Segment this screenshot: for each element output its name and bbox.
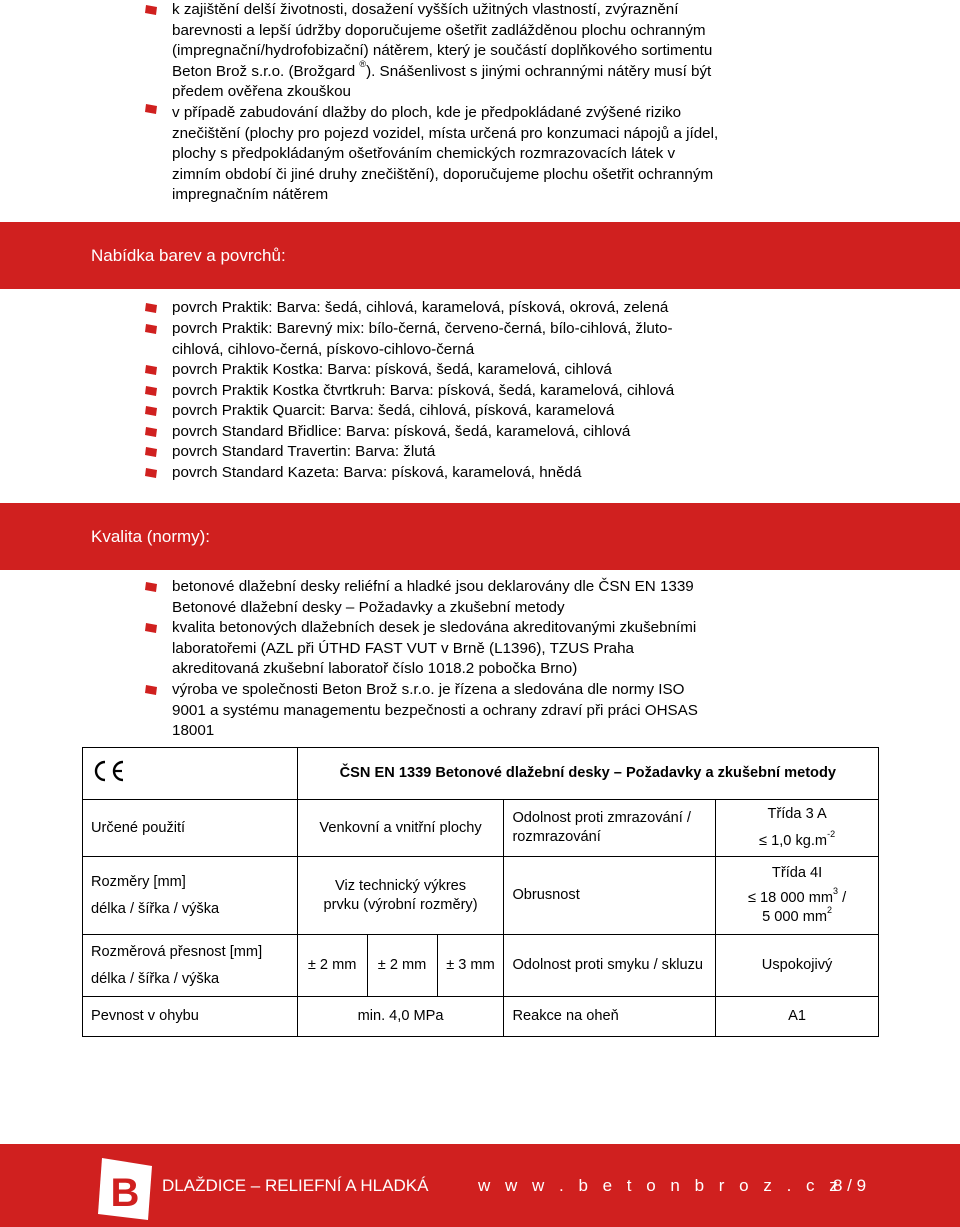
heading-text: Nabídka barev a povrchů:	[91, 246, 286, 265]
logo-letter: B	[110, 1171, 140, 1215]
list-item	[172, 360, 812, 381]
value-text	[724, 905, 870, 927]
text-line: délka / šířka / výška	[91, 970, 220, 987]
text-line: kvalita betonových dlažebních desek je sledována akreditovanými zkušebními	[172, 619, 697, 636]
text-line: barevnosti a lepší údržby doporučujeme ošetřit zadlážděnou plochu ochranným	[172, 21, 706, 39]
table-cell: Obrusnost	[504, 857, 716, 935]
table-cell: Viz technický výkres prvku (výrobní rozměry)	[297, 857, 504, 935]
superscript: 2	[827, 905, 833, 916]
table-cell: min. 4,0 MPa	[297, 997, 504, 1037]
value-text	[724, 829, 870, 851]
bullet-icon	[145, 446, 158, 458]
text-line: povrch Praktik: Barva: šedá, cihlová, karamelová, písková, okrová, zelená	[172, 299, 669, 316]
text-fragment: Beton Brož s.r.o. (Brožgard	[172, 62, 356, 80]
table-cell: ± 3 mm	[437, 935, 504, 997]
text-line: k zajištění delší životnosti, dosažení vyšších užitných vlastností, zvýraznění	[172, 1, 679, 18]
list-item	[172, 319, 812, 360]
ce-mark-icon	[91, 759, 125, 783]
text-line: délka / šířka / výška	[91, 900, 220, 917]
table-cell	[83, 857, 298, 935]
bullet-icon	[145, 467, 158, 479]
intro-paragraph-2	[172, 103, 812, 206]
section-heading-quality	[0, 503, 960, 570]
bullet-icon	[145, 426, 158, 438]
bullet-icon	[145, 364, 158, 376]
registered-mark: ®	[359, 59, 367, 70]
table-cell: Odolnost proti zmrazování / rozmrazování	[504, 800, 716, 857]
bullet-icon	[145, 684, 158, 696]
text-line: akreditovaná zkušební laboratoř číslo 1018.2 pobočka Brno)	[172, 660, 578, 677]
table-cell	[716, 857, 879, 935]
text-line: předem ověřena zkouškou	[172, 83, 351, 100]
text-line: povrch Standard Kazeta: Barva: písková, karamelová, hnědá	[172, 464, 582, 481]
table-cell: ± 2 mm	[297, 935, 367, 997]
table-cell: Uspokojivý	[716, 935, 879, 997]
specification-table	[82, 747, 879, 1037]
text-fragment: ≤ 18 000 mm	[747, 890, 834, 906]
text-line: výroba ve společnosti Beton Brož s.r.o. je řízena a sledována dle normy ISO	[172, 681, 685, 698]
bullet-icon	[145, 323, 158, 335]
text-fragment: ). Snášenlivost s jinými ochrannými nátěry musí být	[366, 62, 712, 80]
table-cell: Určené použití	[83, 800, 298, 857]
text-line: laboratořemi (AZL při ÚTHD FAST VUT v Brně (L1396), TZUS Praha	[172, 639, 634, 657]
list-item	[172, 401, 812, 422]
text-line: plochy s předpokládaným ošetřováním chemických rozmrazovacích látek v	[172, 145, 676, 162]
table-row	[83, 857, 879, 935]
footer-title: DLAŽDICE – RELIEFNÍ A HLADKÁ	[162, 1176, 429, 1195]
value-text	[724, 886, 870, 908]
text-fragment: 5 000 mm	[762, 909, 828, 925]
class-text: Třída 3 A	[767, 806, 827, 822]
list-item	[172, 680, 812, 742]
table-cell: Odolnost proti smyku / skluzu	[504, 935, 716, 997]
table-cell: Pevnost v ohybu	[83, 997, 298, 1037]
text-line: povrch Praktik Kostka čtvrtkruh: Barva: písková, šedá, karamelová, cihlová	[172, 382, 675, 399]
table-cell	[83, 935, 298, 997]
table-title: ČSN EN 1339 Betonové dlažební desky – Požadavky a zkušební metody	[297, 748, 878, 800]
text-line: v případě zabudování dlažby do ploch, kde je předpokládané zvýšené riziko	[172, 104, 682, 121]
table-cell: A1	[716, 997, 879, 1037]
footer-url: w w w . b e t o n b r o z . c z	[478, 1176, 843, 1195]
table-cell: ± 2 mm	[367, 935, 437, 997]
list-item	[172, 463, 812, 484]
text-line: impregnačním nátěrem	[172, 186, 329, 203]
list-item	[172, 618, 812, 680]
text-fragment: /	[838, 890, 847, 906]
bullet-icon	[145, 4, 158, 16]
text-line: znečištění (plochy pro pojezd vozidel, místa určená pro konzumaci nápojů a jídel,	[172, 124, 719, 142]
ce-mark-cell	[83, 748, 298, 800]
brand-logo-icon	[98, 1156, 154, 1222]
text-line: povrch Praktik Quarcit: Barva: šedá, cihlová, písková, karamelová	[172, 402, 615, 419]
text-line: zimním období či jiné druhy znečištění), doporučujeme plochu ošetřit ochranným	[172, 165, 714, 183]
list-item	[172, 381, 812, 402]
page-footer	[0, 1144, 960, 1227]
text-line: 9001 a systému managementu bezpečnosti a ochrany zdraví při práci OHSAS	[172, 701, 698, 719]
text-line: Rozměrová přesnost [mm]	[91, 943, 263, 960]
bullet-icon	[145, 385, 158, 397]
list-item	[172, 442, 812, 463]
superscript: -2	[827, 829, 836, 840]
superscript: 3	[833, 886, 839, 897]
list-item	[172, 577, 812, 618]
table-cell: Venkovní a vnitřní plochy	[297, 800, 504, 857]
section-heading-colors	[0, 222, 960, 289]
text-fragment: ≤ 1,0 kg.m	[759, 833, 828, 849]
bullet-icon	[145, 622, 158, 634]
text-line: povrch Praktik Kostka: Barva: písková, šedá, karamelová, cihlová	[172, 361, 612, 378]
text-line: povrch Standard Travertin: Barva: žlutá	[172, 443, 436, 460]
text-line: povrch Praktik: Barevný mix: bílo-černá, červeno-černá, bílo-cihlová, žluto-	[172, 320, 673, 337]
text-line: 18001	[172, 722, 215, 739]
table-cell	[716, 800, 879, 857]
list-item	[172, 422, 812, 443]
bullet-icon	[145, 103, 158, 115]
table-row	[83, 800, 879, 857]
text-line: Rozměry [mm]	[91, 873, 186, 890]
text-line: povrch Standard Břidlice: Barva: písková, šedá, karamelová, cihlová	[172, 423, 631, 440]
page-number: 8 / 9	[833, 1176, 867, 1195]
list-item	[172, 298, 812, 319]
table-header-row	[83, 748, 879, 800]
table-row	[83, 997, 879, 1037]
heading-text: Kvalita (normy):	[91, 527, 211, 546]
table-cell: Reakce na oheň	[504, 997, 716, 1037]
text-line	[172, 59, 812, 83]
bullet-icon	[145, 302, 158, 314]
class-text: Třída 4I	[771, 865, 823, 881]
bullet-icon	[145, 581, 158, 593]
text-line: betonové dlažební desky reliéfní a hladké jsou deklarovány dle ČSN EN 1339	[172, 578, 694, 595]
intro-paragraph-1	[172, 0, 812, 103]
table-row	[83, 935, 879, 997]
bullet-icon	[145, 405, 158, 417]
text-line: Betonové dlažební desky – Požadavky a zkušební metody	[172, 598, 565, 616]
text-line: cihlová, cihlovo-černá, pískovo-cihlovo-černá	[172, 340, 475, 358]
text-line: (impregnační/hydrofobizační) nátěrem, který je součástí doplňkového sortimentu	[172, 42, 713, 59]
